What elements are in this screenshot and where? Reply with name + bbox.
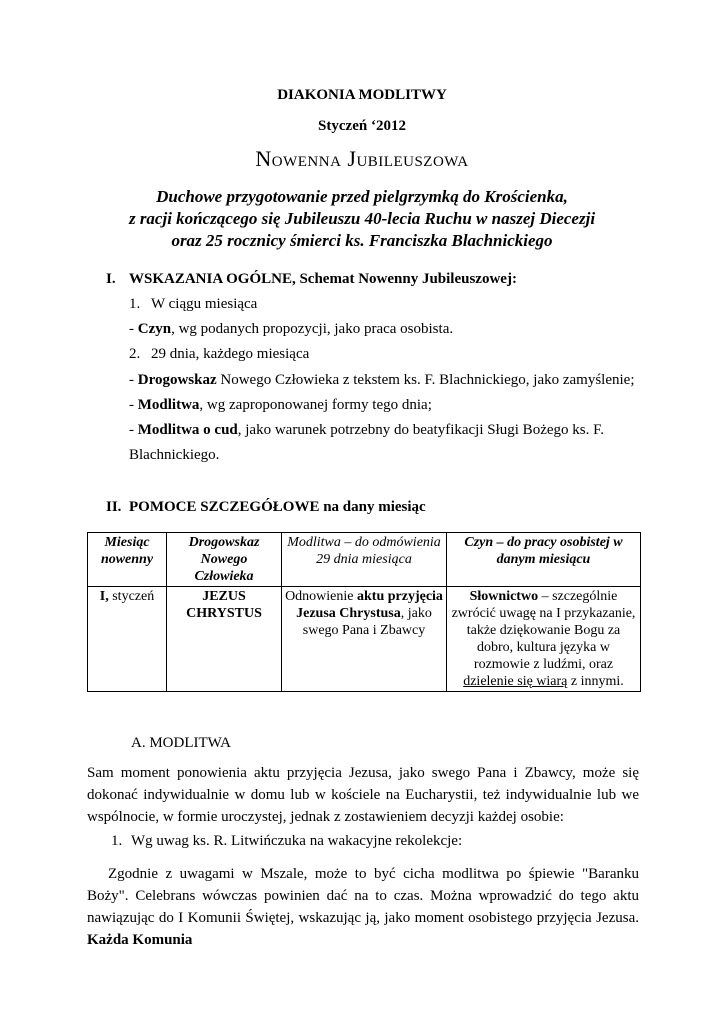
section-1-heading: WSKAZANIA OGÓLNE, Schemat Nowenny Jubileuszowej: bbox=[129, 271, 517, 287]
list-item-number: 1. bbox=[111, 833, 123, 849]
table-cell-czyn: Słownictwo – szczególnie zwrócić uwagę na I przykazanie, także dziękowanie Bogu za dobro, kultura języka w rozmowie z ludźmi, oraz dzielenie się wiarą z innymi. bbox=[447, 587, 641, 692]
section-1-number: I. bbox=[106, 271, 116, 287]
list-item-1-number: 1. bbox=[129, 296, 141, 312]
nowenna-table bbox=[87, 532, 641, 692]
table-cell-drogowskaz: JEZUS CHRYSTUS bbox=[167, 587, 282, 692]
list-item-1: W ciągu miesiąca bbox=[151, 296, 258, 312]
section-2-heading: POMOCE SZCZEGÓŁOWE na dany miesiąc bbox=[129, 499, 426, 515]
table-header-cell: Czyn – do pracy osobistej w danym miesiącu bbox=[447, 533, 641, 587]
paragraph-2: Zgodnie z uwagami w Mszale, może to być cicha modlitwa po śpiewie "Baranku Boży". Celebrans wówczas powinien dać na to czas. Można wprowadzić do tego aktu nawiązując do I Komunii Świętej, wskazując ją, jako moment osobistego przyjęcia Jezusa. Każda Komunia bbox=[87, 866, 639, 948]
table-cell-modlitwa: Odnowienie aktu przyjęcia Jezusa Chrystusa, jako swego Pana i Zbawcy bbox=[282, 587, 447, 692]
part-a-heading: A. MODLITWA bbox=[131, 735, 231, 751]
modlitwa-line: - Modlitwa, wg zaproponowanej formy tego dnia; bbox=[129, 397, 432, 413]
czyn-line: - Czyn, wg podanych propozycji, jako praca osobista. bbox=[129, 321, 454, 337]
table-header-cell: Drogowskaz Nowego Człowieka bbox=[167, 533, 282, 587]
subtitle bbox=[0, 186, 724, 252]
table-cell-month: I, styczeń bbox=[88, 587, 167, 692]
list-item: Wg uwag ks. R. Litwińczuka na wakacyjne rekolekcje: bbox=[131, 833, 463, 849]
modlitwa-o-cud-line: - Modlitwa o cud, jako warunek potrzebny do beatyfikacji Sługi Bożego ks. F. bbox=[129, 422, 604, 438]
list-item-2: 29 dnia, każdego miesiąca bbox=[151, 346, 310, 362]
subtitle-line-1: Duchowe przygotowanie przed pielgrzymką do Krościenka, bbox=[156, 187, 568, 206]
subtitle-line-2: z racji kończącego się Jubileuszu 40-lecia Ruchu w naszej Diecezji bbox=[128, 209, 596, 228]
table-header-cell: Modlitwa – do odmówienia 29 dnia miesiąca bbox=[282, 533, 447, 587]
paragraph-1: Sam moment ponowienia aktu przyjęcia Jezusa, jako swego Pana i Zbawcy, może się dokonać indywidualnie w domu lub w kościele na Eucharystii, też indywidualnie lub we wspólnocie, w formie uroczystej, jednak z zostawieniem decyzji każdej osobie: bbox=[87, 765, 639, 825]
section-2-number: II. bbox=[106, 499, 122, 515]
drogowskaz-line: - Drogowskaz Nowego Człowieka z tekstem ks. F. Blachnickiego, jako zamyślenie; bbox=[129, 372, 635, 388]
table-header-row bbox=[88, 533, 641, 587]
list-item-2-number: 2. bbox=[129, 346, 141, 362]
document-title: Nowenna Jubileuszowa bbox=[255, 146, 469, 171]
org-heading: DIAKONIA MODLITWY bbox=[277, 87, 447, 103]
table-row bbox=[88, 587, 641, 692]
table-header-cell: Miesiąc nowenny bbox=[88, 533, 167, 587]
date-heading: Styczeń ‘2012 bbox=[318, 118, 406, 134]
modlitwa-o-cud-continuation: Blachnickiego. bbox=[129, 447, 220, 463]
subtitle-line-3: oraz 25 rocznicy śmierci ks. Franciszka Blachnickiego bbox=[171, 231, 553, 250]
